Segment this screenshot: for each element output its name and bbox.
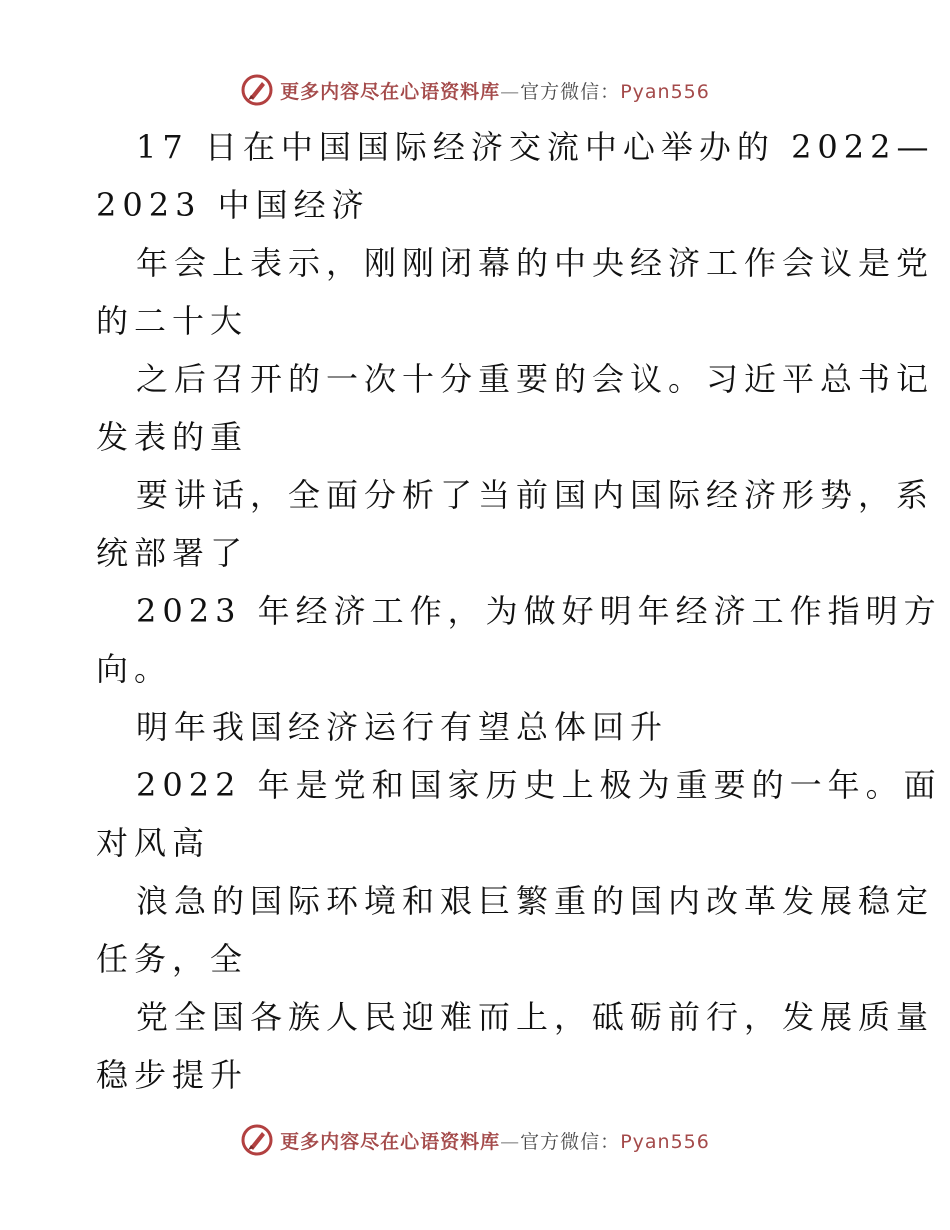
section-heading: 明年我国经济运行有望总体回升 xyxy=(136,708,669,746)
banner-wechat-id: Pyan556 xyxy=(620,80,710,103)
text-line: 年会上表示，刚刚闭幕的中央经济工作会议是党 xyxy=(136,244,935,282)
text-line: 2023 年经济工作，为做好明年经济工作指明方 xyxy=(136,592,942,630)
text-line: 任务，全 xyxy=(96,940,249,978)
banner-brand-text: 更多内容尽在心语资料库 xyxy=(280,1130,501,1153)
banner-wechat-id: Pyan556 xyxy=(620,1130,710,1153)
banner-wechat-label: 官方微信： xyxy=(520,80,621,103)
banner-wechat-label: 官方微信： xyxy=(520,1130,621,1153)
text-line: 发表的重 xyxy=(96,418,249,456)
brand-logo-icon xyxy=(240,73,274,107)
text-line: 党全国各族人民迎难而上，砥砺前行，发展质量 xyxy=(136,998,935,1036)
banner-dash: — xyxy=(500,1130,521,1153)
text-line: 之后召开的一次十分重要的会议。习近平总书记 xyxy=(136,360,935,398)
header-watermark-banner xyxy=(0,68,950,112)
banner-dash: — xyxy=(500,80,521,103)
text-line: 统部署了 xyxy=(96,534,249,572)
text-line: 向。 xyxy=(96,650,173,688)
document-body xyxy=(96,118,942,1104)
banner-brand-text: 更多内容尽在心语资料库 xyxy=(280,80,501,103)
text-line: 2023 中国经济 xyxy=(96,186,370,224)
text-line: 对风高 xyxy=(96,824,211,862)
text-line: 17 日在中国国际经济交流中心举办的 2022— xyxy=(136,128,935,166)
brand-logo-icon xyxy=(240,1123,274,1157)
footer-watermark-banner xyxy=(0,1118,950,1162)
text-line: 2022 年是党和国家历史上极为重要的一年。面 xyxy=(136,766,942,804)
text-line: 要讲话，全面分析了当前国内国际经济形势，系 xyxy=(136,476,935,514)
text-line: 稳步提升 xyxy=(96,1056,249,1094)
text-line: 浪急的国际环境和艰巨繁重的国内改革发展稳定 xyxy=(136,882,935,920)
text-line: 的二十大 xyxy=(96,302,249,340)
